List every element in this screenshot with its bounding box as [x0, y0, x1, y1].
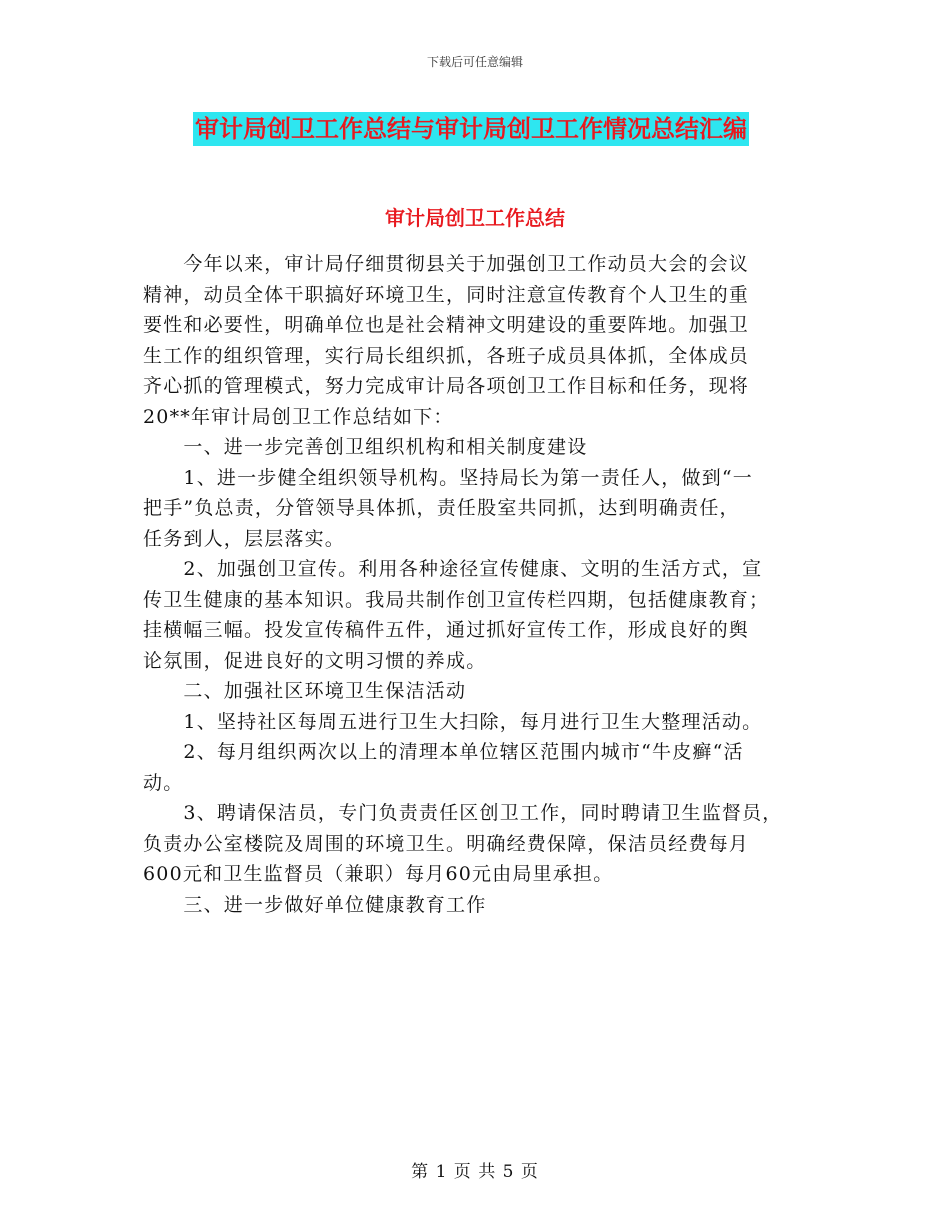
paragraph-line: 传卫生健康的基本知识。我局共制作创卫宣传栏四期，包括健康教育；	[143, 588, 770, 611]
body-text	[143, 249, 815, 920]
paragraph-line: 齐心抓的管理模式，努力完成审计局各项创卫工作目标和任务，现将	[143, 375, 750, 397]
paragraph-line: 挂横幅三幅。投发宣传稿件五件，通过抓好宣传工作，形成良好的舆	[143, 619, 750, 641]
paragraph-line: 任务到人，层层落实。	[143, 527, 346, 550]
paragraph-line: 生工作的组织管理，实行局长组织抓，各班子成员具体抓，全体成员	[143, 344, 750, 367]
paragraph-line: 要性和必要性，明确单位也是社会精神文明建设的重要阵地。加强卫	[143, 314, 750, 336]
paragraph-line: 1、进一步健全组织领导机构。坚持局长为第一责任人，做到“一	[143, 466, 754, 489]
paragraph-line: 把手”负总责，分管领导具体抓，责任股室共同抓，达到明确责任，	[143, 497, 740, 519]
heading-line: 三、进一步做好单位健康教育工作	[143, 893, 487, 916]
heading-line: 一、进一步完善创卫组织机构和相关制度建设	[143, 436, 588, 458]
paragraph-line: 负责办公室楼院及周围的环境卫生。明确经费保障，保洁员经费每月	[143, 832, 750, 855]
paragraph-line: 2、每月组织两次以上的清理本单位辖区范围内城市“牛皮癣“活	[143, 741, 744, 763]
document-title: 审计局创卫工作总结与审计局创卫工作情况总结汇编	[193, 112, 749, 146]
paragraph-line: 动。	[143, 771, 184, 794]
paragraph-line: 1、坚持社区每周五进行卫生大扫除，每月进行卫生大整理活动。	[143, 710, 763, 733]
header-note: 下载后可任意编辑	[426, 55, 523, 69]
page-footer: 第 1 页 共 5 页	[411, 1162, 539, 1182]
paragraph-line: 精神，动员全体干职搞好环境卫生，同时注意宣传教育个人卫生的重	[143, 283, 750, 306]
paragraph-line: 3、聘请保洁员，专门负责责任区创卫工作，同时聘请卫生监督员，	[143, 802, 783, 824]
section-title: 审计局创卫工作总结	[385, 206, 565, 230]
heading-line: 二、加强社区环境卫生保洁活动	[143, 680, 467, 702]
paragraph-line: 今年以来，审计局仔细贯彻县关于加强创卫工作动员大会的会议	[143, 253, 750, 275]
paragraph-line: 2、加强创卫宣传。利用各种途径宣传健康、文明的生活方式，宣	[143, 558, 763, 580]
paragraph-line: 20**年审计局创卫工作总结如下：	[143, 405, 454, 428]
paragraph-line: 论氛围，促进良好的文明习惯的养成。	[143, 649, 487, 672]
paragraph-line: 600元和卫生监督员（兼职）每月60元由局里承担。	[143, 863, 614, 885]
